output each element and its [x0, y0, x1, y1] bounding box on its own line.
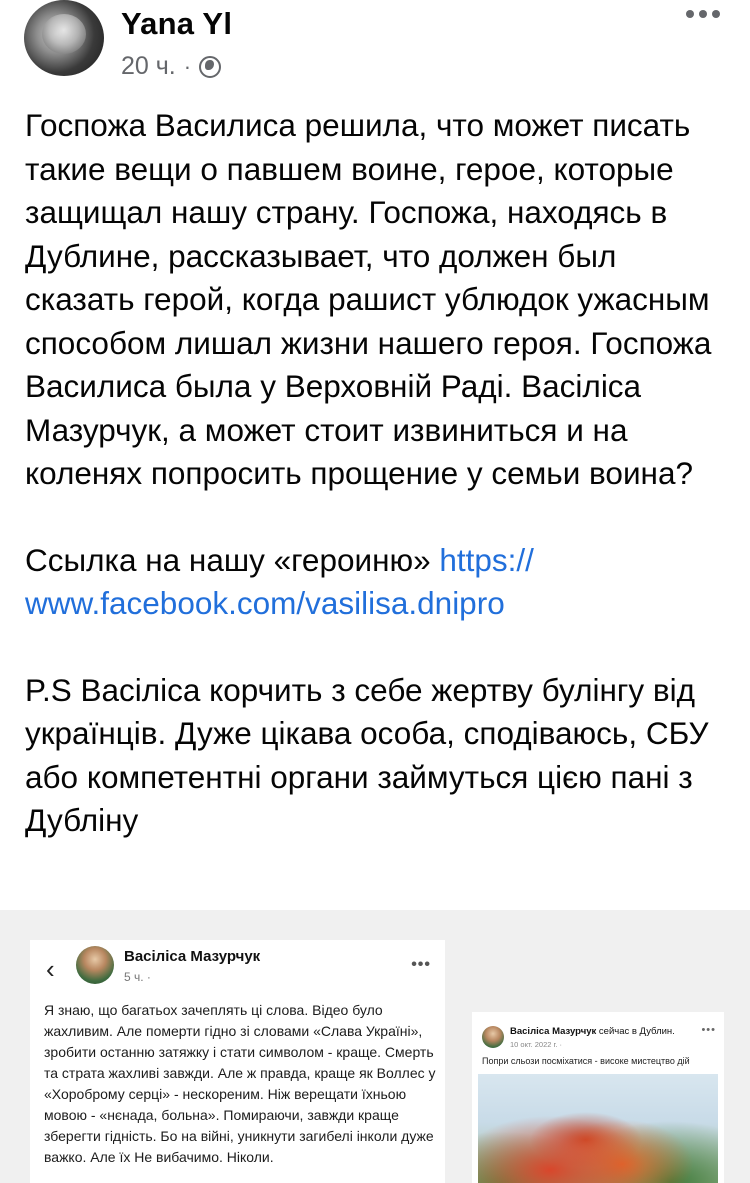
author-avatar[interactable]: [24, 0, 104, 76]
more-options-button[interactable]: [686, 10, 720, 18]
post-meta: [121, 52, 221, 81]
screenshot-caption: Попри сльози посміхатися - високе мистецтво дій: [482, 1056, 690, 1066]
screenshot-post-2: [472, 1012, 724, 1183]
screenshot-author-name: Васіліса Мазурчук: [510, 1026, 597, 1037]
screenshot-avatar: [482, 1026, 504, 1048]
post-paragraph: P.S Васіліса корчить з себе жертву булінгу від українців. Дуже цікава особа, сподіваюсь, СБУ або компетентні органи займуться цією пані з Дубліну: [25, 671, 718, 838]
post-paragraph-link: [25, 539, 730, 626]
screenshot-date: 10 окт. 2022 г. ·: [510, 1040, 562, 1049]
post-image-attachment[interactable]: [0, 910, 750, 1183]
avatar-image: [42, 14, 86, 54]
more-icon: [699, 10, 707, 18]
post-time[interactable]: 20 ч.: [121, 52, 176, 80]
author-name[interactable]: Yana Yl: [121, 6, 233, 41]
autumn-foliage-photo: [478, 1074, 718, 1183]
screenshot-location: сейчас в Дублин.: [596, 1026, 675, 1037]
link-prefix: Ссылка на нашу «героиню»: [25, 541, 440, 578]
screenshot-post-1: [30, 940, 445, 1183]
post-paragraph: Госпожа Василиса решила, что может писать такие вещи о павшем воине, герое, которые защищал нашу страну. Госпожа, находясь в Дублине, рассказывает, что должен был сказать герой, когда рашист ублюдок ужасным способом лишал жизни нашего героя. Госпожа Василиса была у Верховній Раді. Васіліса Мазурчук, а может стоит извиниться и на коленях попросить прощение у семьи воина?: [25, 107, 721, 491]
screenshot-avatar: [76, 946, 114, 984]
screenshot-author-line: [510, 1026, 675, 1037]
globe-icon: [199, 56, 221, 78]
more-icon: [712, 10, 720, 18]
screenshot-time: 5 ч. ·: [124, 970, 151, 984]
meta-separator: ·: [183, 53, 192, 79]
profile-link[interactable]: https:// www.facebook.com/vasilisa.dnipro: [25, 541, 534, 621]
post-body: [25, 104, 730, 886]
post-header: [0, 0, 750, 90]
screenshot-more-icon: •••: [411, 956, 431, 973]
screenshot-more-icon: •••: [701, 1024, 716, 1036]
back-icon: ‹: [46, 954, 55, 984]
screenshot-author-name: Васіліса Мазурчук: [124, 948, 261, 965]
screenshot-text: Я знаю, що багатьох зачеплять ці слова. Відео було жахливим. Але померти гідно зі словами «Слава Україні», зробити останню затяжку і стати символом - краще. Смерть та страта жахливі завжди. Але ж правда, краще як Воллес у «Хороброму серці» - нескореним. Ніж верещати їхньою мовою - «нєнада, больна». Помираючи, завжди краще зберегти гідність. Бо на війні, уникнути загибелі інколи дуже важко. Але їх Не вибачимо. Ніколи.: [44, 1002, 436, 1165]
more-icon: [686, 10, 694, 18]
